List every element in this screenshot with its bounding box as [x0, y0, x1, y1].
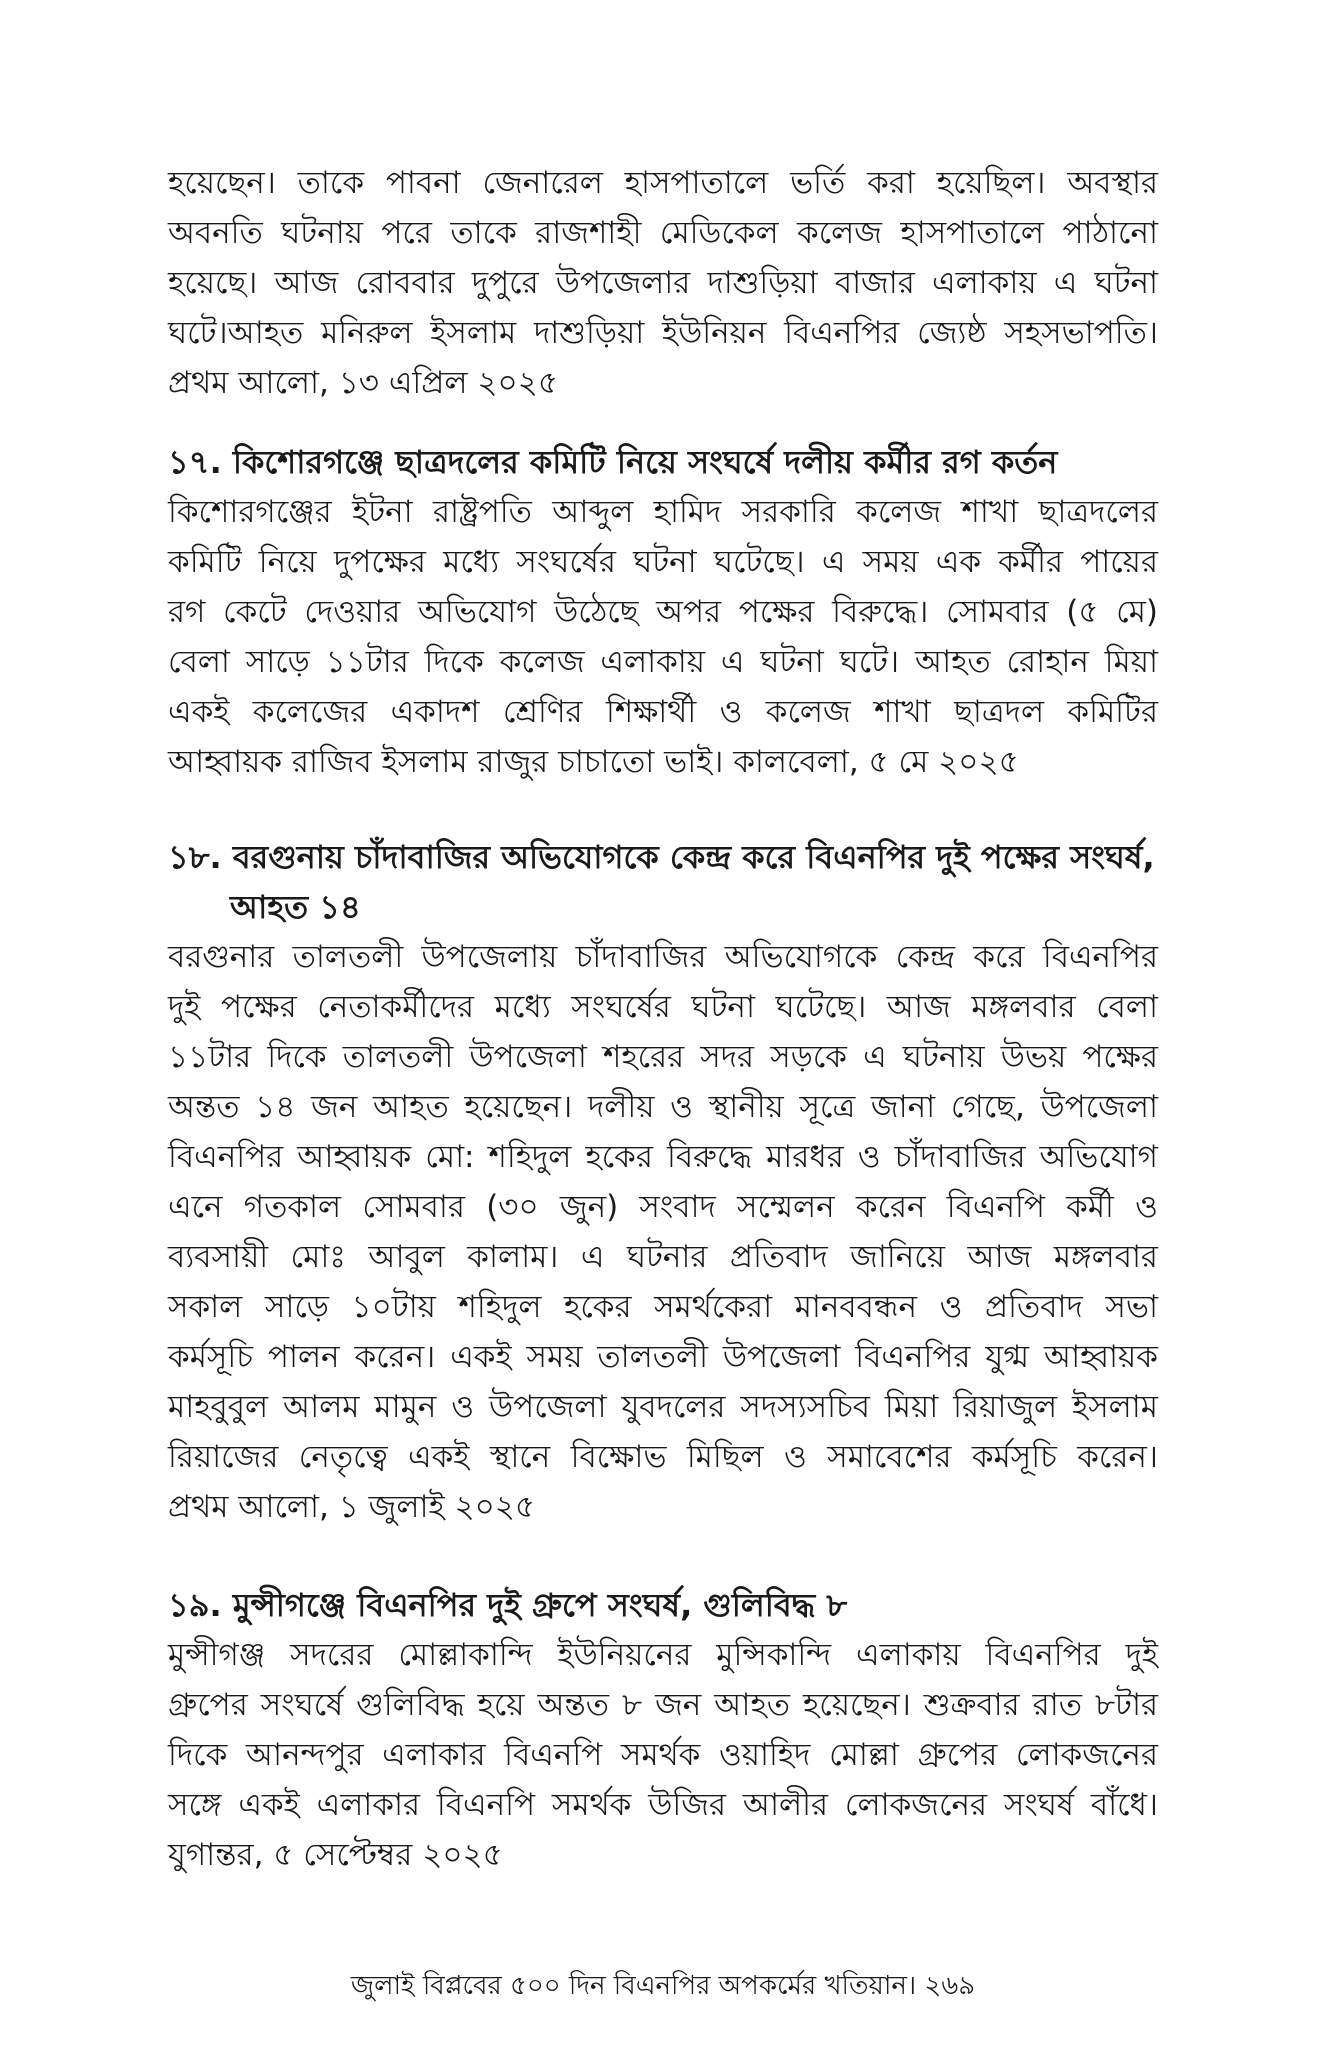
- section-18-heading-continuation: আহত ১৪: [230, 888, 361, 926]
- paragraph-line: ঘটে।আহত মনিরুল ইসলাম দাশুড়িয়া ইউনিয়ন বিএনপির জ্যেষ্ঠ সহসভাপতি।: [168, 315, 1158, 351]
- paragraph-line: ১১টার দিকে তালতলী উপজেলা শহরের সদর সড়কে এ ঘটনায় উভয় পক্ষের: [168, 1039, 1158, 1075]
- section-19-heading: ১৯. মুন্সীগঞ্জে বিএনপির দুই গ্রুপে সংঘর্ষ, গুলিবিদ্ধ ৮: [168, 1586, 848, 1624]
- paragraph-line: অবনতি ঘটনায় পরে তাকে রাজশাহী মেডিকেল কলেজ হাসপাতালে পাঠানো: [168, 215, 1158, 251]
- paragraph-line: দুই পক্ষের নেতাকর্মীদের মধ্যে সংঘর্ষের ঘটনা ঘটেছে। আজ মঙ্গলবার বেলা: [168, 989, 1158, 1025]
- section-18-heading: [168, 832, 1158, 932]
- source-citation: প্রথম আলো, ১ জুলাই ২০২৫: [168, 1489, 536, 1525]
- paragraph-line: কর্মসূচি পালন করেন। একই সময় তালতলী উপজেলা বিএনপির যুগ্ম আহ্বায়ক: [168, 1339, 1158, 1375]
- source-citation: আহ্বায়ক রাজিব ইসলাম রাজুর চাচাতো ভাই। কালবেলা, ৫ মে ২০২৫: [168, 744, 1019, 780]
- paragraph-line: বিএনপির আহ্বায়ক মো: শহিদুল হকের বিরুদ্ধে মারধর ও চাঁদাবাজির অভিযোগ: [168, 1139, 1158, 1175]
- section-18-body: [168, 932, 1158, 1532]
- paragraph-line: রগ কেটে দেওয়ার অভিযোগ উঠেছে অপর পক্ষের বিরুদ্ধে। সোমবার (৫ মে): [168, 594, 1158, 630]
- paragraph-line: বরগুনার তালতলী উপজেলায় চাঁদাবাজির অভিযোগকে কেন্দ্র করে বিএনপির: [168, 939, 1158, 975]
- paragraph-line: অন্তত ১৪ জন আহত হয়েছেন। দলীয় ও স্থানীয় সূত্রে জানা গেছে, উপজেলা: [168, 1089, 1158, 1125]
- intro-paragraph: [168, 158, 1158, 408]
- paragraph-line: বেলা সাড়ে ১১টার দিকে কলেজ এলাকায় এ ঘটনা ঘটে। আহত রোহান মিয়া: [168, 644, 1158, 680]
- paragraph-line: হয়েছেন। তাকে পাবনা জেনারেল হাসপাতালে ভর্তি করা হয়েছিল। অবস্থার: [168, 165, 1158, 201]
- paragraph-line: মাহবুবুল আলম মামুন ও উপজেলা যুবদলের সদস্যসচিব মিয়া রিয়াজুল ইসলাম: [168, 1389, 1158, 1425]
- section-17-heading: ১৭. কিশোরগঞ্জে ছাত্রদলের কমিটি নিয়ে সংঘর্ষে দলীয় কর্মীর রগ কর্তন: [168, 443, 1058, 481]
- paragraph-line: সঙ্গে একই এলাকার বিএনপি সমর্থক উজির আলীর লোকজনের সংঘর্ষ বাঁধে।: [168, 1787, 1158, 1823]
- paragraph-line: সকাল সাড়ে ১০টায় শহিদুল হকের সমর্থকেরা মানববন্ধন ও প্রতিবাদ সভা: [168, 1289, 1158, 1325]
- paragraph-line: মুন্সীগঞ্জ সদরের মোল্লাকান্দি ইউনিয়নের মুন্সিকান্দি এলাকায় বিএনপির দুই: [168, 1637, 1158, 1673]
- source-citation: যুগান্তর, ৫ সেপ্টেম্বর ২০২৫: [168, 1837, 503, 1873]
- paragraph-line: কমিটি নিয়ে দুপক্ষের মধ্যে সংঘর্ষের ঘটনা ঘটেছে। এ সময় এক কর্মীর পায়ের: [168, 544, 1158, 580]
- section-17-body: [168, 487, 1158, 787]
- paragraph-line: রিয়াজের নেতৃত্বে একই স্থানে বিক্ষোভ মিছিল ও সমাবেশের কর্মসূচি করেন।: [168, 1439, 1158, 1475]
- paragraph-line: ব্যবসায়ী মোঃ আবুল কালাম। এ ঘটনার প্রতিবাদ জানিয়ে আজ মঙ্গলবার: [168, 1239, 1158, 1275]
- source-citation: প্রথম আলো, ১৩ এপ্রিল ২০২৫: [168, 365, 558, 401]
- paragraph-line: এনে গতকাল সোমবার (৩০ জুন) সংবাদ সম্মেলন করেন বিএনপি কর্মী ও: [168, 1189, 1158, 1225]
- section-19-body: [168, 1630, 1158, 1880]
- paragraph-line: হয়েছে। আজ রোববার দুপুরে উপজেলার দাশুড়িয়া বাজার এলাকায় এ ঘটনা: [168, 265, 1158, 301]
- section-18-heading-line: ১৮. বরগুনায় চাঁদাবাজির অভিযোগকে কেন্দ্র করে বিএনপির দুই পক্ষের সংঘর্ষ,: [168, 838, 1155, 876]
- page-footer: জুলাই বিপ্লবের ৫০০ দিন বিএনপির অপকর্মের খতিয়ান। ২৬৯: [350, 1971, 976, 2001]
- paragraph-line: গ্রুপের সংঘর্ষে গুলিবিদ্ধ হয়ে অন্তত ৮ জন আহত হয়েছেন। শুক্রবার রাত ৮টার: [168, 1687, 1158, 1723]
- paragraph-line: কিশোরগঞ্জের ইটনা রাষ্ট্রপতি আব্দুল হামিদ সরকারি কলেজ শাখা ছাত্রদলের: [168, 494, 1158, 530]
- paragraph-line: দিকে আনন্দপুর এলাকার বিএনপি সমর্থক ওয়াহিদ মোল্লা গ্রুপের লোকজনের: [168, 1737, 1158, 1773]
- paragraph-line: একই কলেজের একাদশ শ্রেণির শিক্ষার্থী ও কলেজ শাখা ছাত্রদল কমিটির: [168, 694, 1158, 730]
